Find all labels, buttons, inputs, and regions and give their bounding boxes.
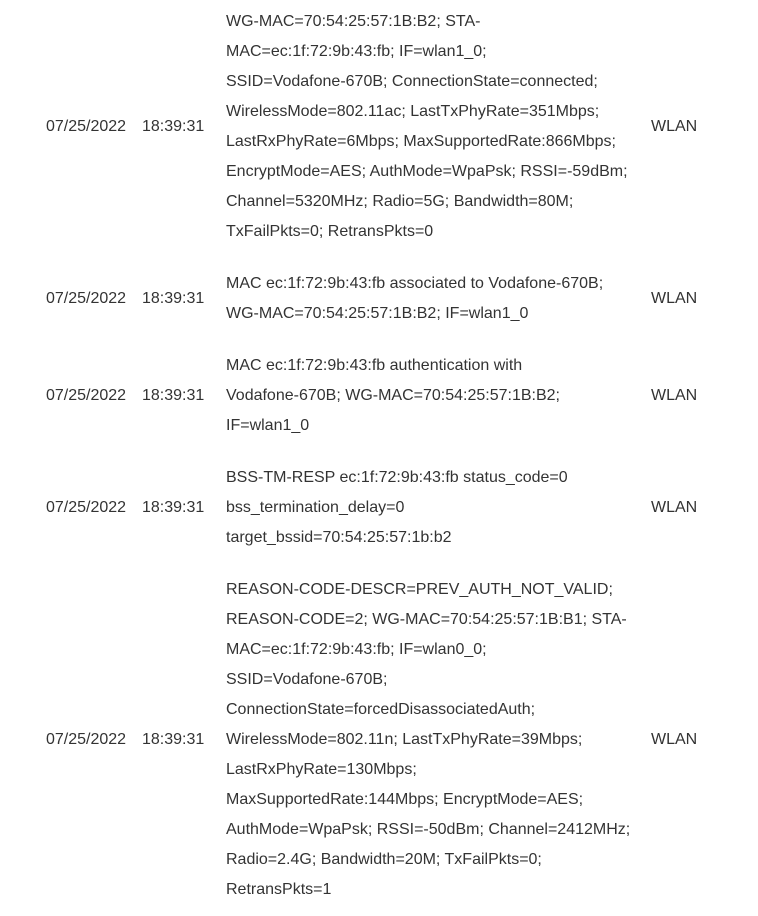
log-message-line: Radio=2.4G; Bandwidth=20M; TxFailPkts=0; (226, 851, 542, 868)
log-message-line: Vodafone-670B; WG-MAC=70:54:25:57:1B:B2; (226, 387, 560, 404)
log-message (226, 0, 651, 258)
log-message-line: LastRxPhyRate=130Mbps; (226, 761, 417, 778)
log-message-line: LastRxPhyRate=6Mbps; MaxSupportedRate:866Mbps; (226, 133, 616, 150)
log-message-line: MAC ec:1f:72:9b:43:fb authentication with (226, 357, 523, 374)
log-time: 18:39:31 (142, 118, 205, 135)
log-message-line: WirelessMode=802.11ac; LastTxPhyRate=351Mbps; (226, 103, 600, 120)
log-message-line: REASON-CODE=2; WG-MAC=70:54:25:57:1B:B1; STA- (226, 611, 627, 628)
log-row (0, 340, 758, 452)
log-message (226, 452, 651, 564)
log-time: 18:39:31 (142, 387, 205, 404)
log-message-line: EncryptMode=AES; AuthMode=WpaPsk; RSSI=-59dBm; (226, 163, 628, 180)
log-message-line: SSID=Vodafone-670B; (226, 671, 388, 688)
log-type: WLAN (651, 290, 698, 307)
log-message-line: SSID=Vodafone-670B; ConnectionState=connected; (226, 73, 598, 90)
log-message-line: WG-MAC=70:54:25:57:1B:B2; STA- (226, 13, 481, 30)
log-message (226, 564, 651, 916)
log-date: 07/25/2022 (46, 387, 127, 404)
log-message-line: bss_termination_delay=0 (226, 499, 405, 516)
log-row (0, 0, 758, 258)
log-time: 18:39:31 (142, 290, 205, 307)
log-row (0, 258, 758, 340)
log-date: 07/25/2022 (46, 499, 127, 516)
log-message-line: ConnectionState=forcedDisassociatedAuth; (226, 701, 536, 718)
log-type: WLAN (651, 731, 698, 748)
log-message-line: MaxSupportedRate:144Mbps; EncryptMode=AES; (226, 791, 584, 808)
log-message-line: target_bssid=70:54:25:57:1b:b2 (226, 529, 452, 546)
log-message-line: BSS-TM-RESP ec:1f:72:9b:43:fb status_code=0 (226, 469, 568, 486)
log-message-line: MAC=ec:1f:72:9b:43:fb; IF=wlan0_0; (226, 641, 487, 658)
log-type: WLAN (651, 387, 698, 404)
log-message-line: AuthMode=WpaPsk; RSSI=-50dBm; Channel=2412MHz; (226, 821, 631, 838)
log-message-line: RetransPkts=1 (226, 881, 332, 898)
log-message-line: TxFailPkts=0; RetransPkts=0 (226, 223, 434, 240)
log-message-line: IF=wlan1_0 (226, 417, 310, 434)
log-message-line: Channel=5320MHz; Radio=5G; Bandwidth=80M; (226, 193, 574, 210)
log-message-line: MAC ec:1f:72:9b:43:fb associated to Vodafone-670B; (226, 275, 604, 292)
log-date: 07/25/2022 (46, 118, 127, 135)
log-type: WLAN (651, 499, 698, 516)
log-row (0, 452, 758, 564)
log-row (0, 564, 758, 916)
log-time: 18:39:31 (142, 731, 205, 748)
log-date: 07/25/2022 (46, 731, 127, 748)
log-date: 07/25/2022 (46, 290, 127, 307)
log-message-line: WirelessMode=802.11n; LastTxPhyRate=39Mbps; (226, 731, 583, 748)
log-message (226, 340, 651, 452)
log-message-line: REASON-CODE-DESCR=PREV_AUTH_NOT_VALID; (226, 581, 613, 598)
log-type: WLAN (651, 118, 698, 135)
log-message-line: WG-MAC=70:54:25:57:1B:B2; IF=wlan1_0 (226, 305, 529, 322)
log-time: 18:39:31 (142, 499, 205, 516)
log-message (226, 258, 651, 340)
log-message-line: MAC=ec:1f:72:9b:43:fb; IF=wlan1_0; (226, 43, 487, 60)
